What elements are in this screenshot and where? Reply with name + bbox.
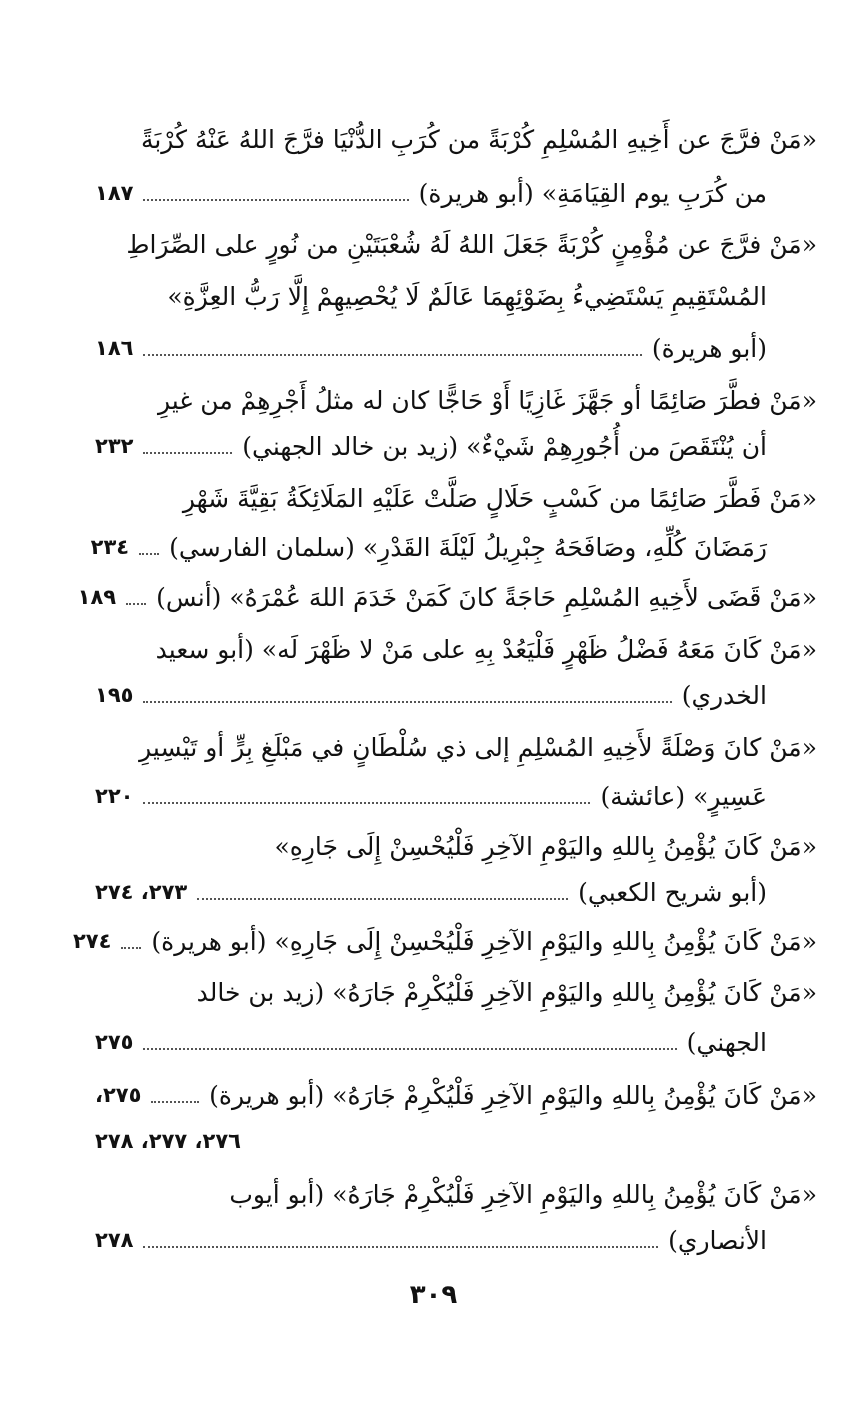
hadith-text: رَمَضَانَ كُلِّهِ، وصَافَحَهُ جِبْرِيلُ لَيْلَةَ القَدْرِ» (سلمان الفارسي) [169,532,767,562]
hadith-text: «مَنْ فرَّجَ عن أَخِيهِ المُسْلِمِ كُرْبَةً من كُرَبِ الدُّنْيَا فرَّجَ اللهُ عَنْهُ كُرْبَةً [140,124,817,154]
page-reference: ٢٢٠ [95,784,134,808]
page-reference: ٢٧٥ [95,1030,134,1054]
dot-leader [143,452,232,454]
hadith-text: الجهني) [686,1027,767,1057]
dot-leader [143,1048,676,1050]
hadith-text: أن يُنْتَقَصَ من أُجُورِهِمْ شَيْءٌ» (زيد بن خالد الجهني) [242,431,767,461]
index-line [95,470,817,526]
dot-leader [143,354,641,356]
hadith-text: عَسِيرٍ» (عائشة) [600,781,767,811]
index-line [95,719,817,775]
index-line [95,768,767,824]
dot-leader [197,898,568,900]
index-line [90,519,767,575]
hadith-text: «مَنْ كانَ وَصْلَةً لأَخِيهِ المُسْلِمِ إلى ذي سُلْطَانٍ في مَبْلَغِ بِرٍّ أو تَيْسِيرِ [139,732,817,762]
hadith-text: (أبو هريرة) [651,333,767,363]
hadith-text: «مَنْ فرَّجَ عن مُؤْمِنٍ كُرْبَةً جَعَلَ اللهُ لَهُ شُعْبَتَيْنِ من نُورٍ على الصِّرَاطِ [126,229,817,259]
hadith-text: «مَنْ فطَّرَ صَائِمًا أو جَهَّزَ غَازِيًا أَوْ حَاجًّا كان له مثلُ أَجْرِهِمْ من غيرِ [157,385,817,415]
hadith-text: المُسْتَقِيمِ يَسْتَضِيءُ بِضَوْئِهِمَا عَالَمٌ لَا يُحْصِيهِمْ إِلَّا رَبُّ العِزَّةِ» [167,281,767,311]
index-line [95,111,817,167]
index-line [95,1113,817,1169]
hadith-text: «مَنْ كَانَ مَعَهُ فَضْلُ ظَهْرٍ فَلْيَعُدْ بِهِ على مَنْ لا ظَهْرَ لَه» (أبو سعيد [155,634,817,664]
dot-leader [143,701,671,703]
index-line [95,320,767,376]
hadith-text: من كُرَبِ يوم القِيَامَةِ» (أبو هريرة) [418,178,767,208]
index-line [77,569,817,625]
dot-leader [143,199,408,201]
index-line [95,1212,767,1268]
hadith-text: «مَنْ كَانَ يُؤْمِنُ بِاللهِ واليَوْمِ الآخِرِ فَلْيُحْسِنْ إِلَى جَارِهِ» [274,831,817,861]
page-reference: ١٩٥ [95,683,134,707]
page-reference: ٢٣٢ [95,434,134,458]
hadith-text: (أبو شريح الكعبي) [578,877,767,907]
index-line [95,964,817,1020]
hadith-text: الخدري) [681,680,767,710]
index-line [95,268,767,324]
page-reference: ٢٧٦، ٢٧٧، ٢٧٨ [95,1129,241,1153]
hadith-text: الأنصاري) [668,1225,767,1255]
index-line [95,418,767,474]
hadith-text: «مَنْ فَطَّرَ صَائِمًا من كَسْبٍ حَلَالٍ صَلَّتْ عَلَيْهِ المَلَائِكَةُ بَقِيَّةَ شَهْرِ [182,483,817,513]
dot-leader [126,603,146,605]
hadith-text: «مَنْ كَانَ يُؤْمِنُ بِاللهِ واليَوْمِ الآخِرِ فَلْيُكْرِمْ جَارَهُ» (أبو أيوب [229,1179,817,1209]
dot-leader [151,1101,199,1103]
hadith-text: «مَنْ قَضَى لأَخِيهِ المُسْلِمِ حَاجَةً كانَ كَمَنْ خَدَمَ اللهَ عُمْرَهُ» (أنس) [156,582,817,612]
page-reference: ٢٧٤ [72,929,112,953]
index-line [95,667,767,723]
page-reference: ١٨٧ [95,181,134,205]
index-line [95,216,817,272]
hadith-text: «مَنْ كَانَ يُؤْمِنُ بِاللهِ واليَوْمِ الآخِرِ فَلْيُكْرِمْ جَارَهُ» (زيد بن خالد [196,977,817,1007]
page-reference: ١٨٩ [77,585,117,609]
dot-leader [143,1246,658,1248]
index-line [72,913,817,969]
page-reference: ٢٧٣، ٢٧٤ [95,880,188,904]
page-reference: ٢٧٥، [95,1083,142,1107]
page-reference: ١٨٦ [95,336,134,360]
index-line [95,864,767,920]
dot-leader [139,553,159,555]
page-reference: ٢٣٤ [90,535,130,559]
hadith-text: «مَنْ كَانَ يُؤْمِنُ بِاللهِ واليَوْمِ الآخِرِ فَلْيُحْسِنْ إِلَى جَارِهِ» (أبو هريرة) [151,926,817,956]
index-line [95,165,767,221]
dot-leader [121,947,141,949]
hadith-text: «مَنْ كَانَ يُؤْمِنُ بِاللهِ واليَوْمِ الآخِرِ فَلْيُكْرِمْ جَارَهُ» (أبو هريرة) [209,1080,817,1110]
dot-leader [143,802,590,804]
page-reference: ٢٧٨ [95,1228,134,1252]
page-number: ٣٠٩ [409,1280,458,1310]
index-line [95,1014,767,1070]
